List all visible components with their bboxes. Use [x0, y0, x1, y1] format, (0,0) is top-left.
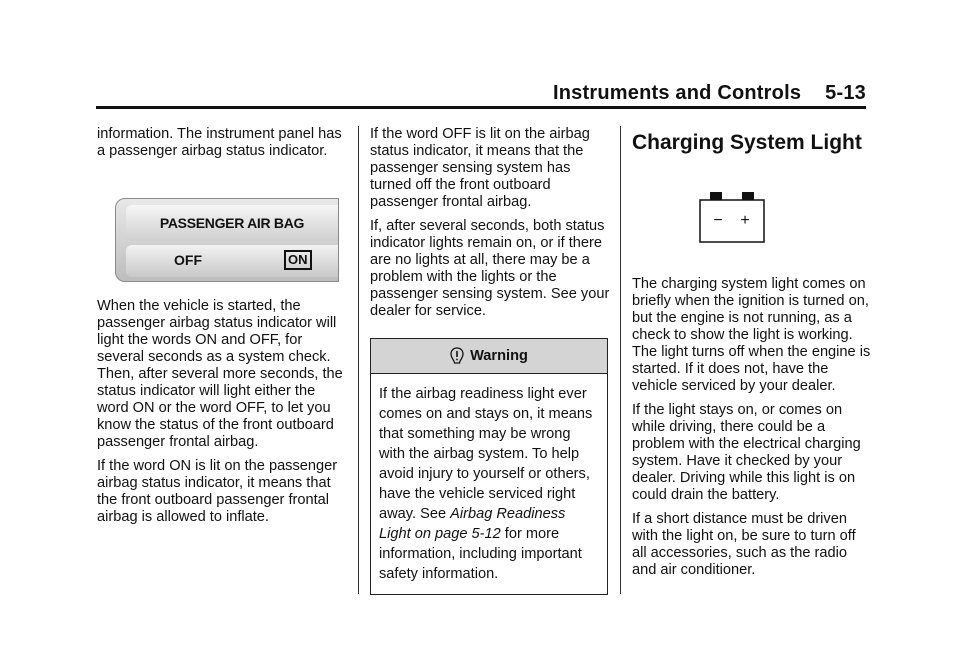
indicator-on-label: ON	[284, 250, 312, 270]
header-rule	[96, 106, 866, 109]
paragraph: When the vehicle is started, the passenger airbag status indicator will light the words ON and OFF, for several seconds as a system check. Then, after several more seconds, the status indicator will light either the word ON or the word OFF, to let you know the status of the front outboard passenger frontal airbag.	[97, 298, 343, 450]
warning-box	[370, 338, 608, 595]
warning-body: If the airbag readiness light ever comes on and stays on, it means that something may be wrong with the airbag system. To help avoid injury to yourself or others, have the vehicle serviced right away. See Airbag Readiness Light on page 5-12 for more information, including important safety information.	[379, 386, 593, 582]
paragraph: If the word OFF is lit on the airbag status indicator, it means that the passenger sensing system has turned off the front outboard passenger frontal airbag.	[370, 126, 590, 210]
indicator-title: PASSENGER AIR BAG	[159, 214, 305, 231]
column-divider	[358, 126, 359, 594]
battery-plus: +	[740, 212, 750, 229]
paragraph: information. The instrument panel has a passenger airbag status indicator.	[97, 126, 342, 159]
header-title: Instruments and Controls	[553, 82, 802, 104]
warning-header	[371, 339, 607, 374]
column-divider	[620, 126, 621, 594]
cross-reference-link[interactable]: Airbag Readiness Light on page 5-12	[379, 506, 566, 542]
paragraph: The charging system light comes on briefly when the ignition is turned on, but the engine is not running, as a check to show the light is working. The light turns off when the engine is started. If it does not, have the vehicle serviced by your dealer.	[632, 276, 871, 394]
paragraph: If a short distance must be driven with the light on, be sure to turn off all accessories, such as the radio and air conditioner.	[632, 511, 856, 578]
paragraph: If the word ON is lit on the passenger airbag status indicator, it means that the front outboard passenger frontal airbag is allowed to inflate.	[97, 458, 338, 525]
paragraph: If the light stays on, or comes on while driving, there could be a problem with the electrical charging system. Have it checked by your dealer. Driving while this light is on could drain the battery.	[632, 402, 861, 503]
column-middle	[370, 126, 610, 595]
page-header	[553, 82, 866, 105]
column-right	[632, 126, 872, 586]
passenger-airbag-indicator-image	[115, 198, 339, 282]
warning-title: Warning	[470, 347, 528, 364]
battery-minus: −	[713, 212, 723, 229]
indicator-off-label: OFF	[174, 252, 202, 268]
battery-icon	[698, 192, 766, 244]
warning-icon	[450, 347, 464, 365]
section-title: Charging System Light	[632, 131, 862, 154]
page-number: 5-13	[825, 82, 866, 104]
column-left	[97, 126, 347, 533]
paragraph: If, after several seconds, both status indicator lights remain on, or if there are no lights at all, there may be a problem with the lights or the passenger sensing system. See your dealer for service.	[370, 218, 610, 319]
